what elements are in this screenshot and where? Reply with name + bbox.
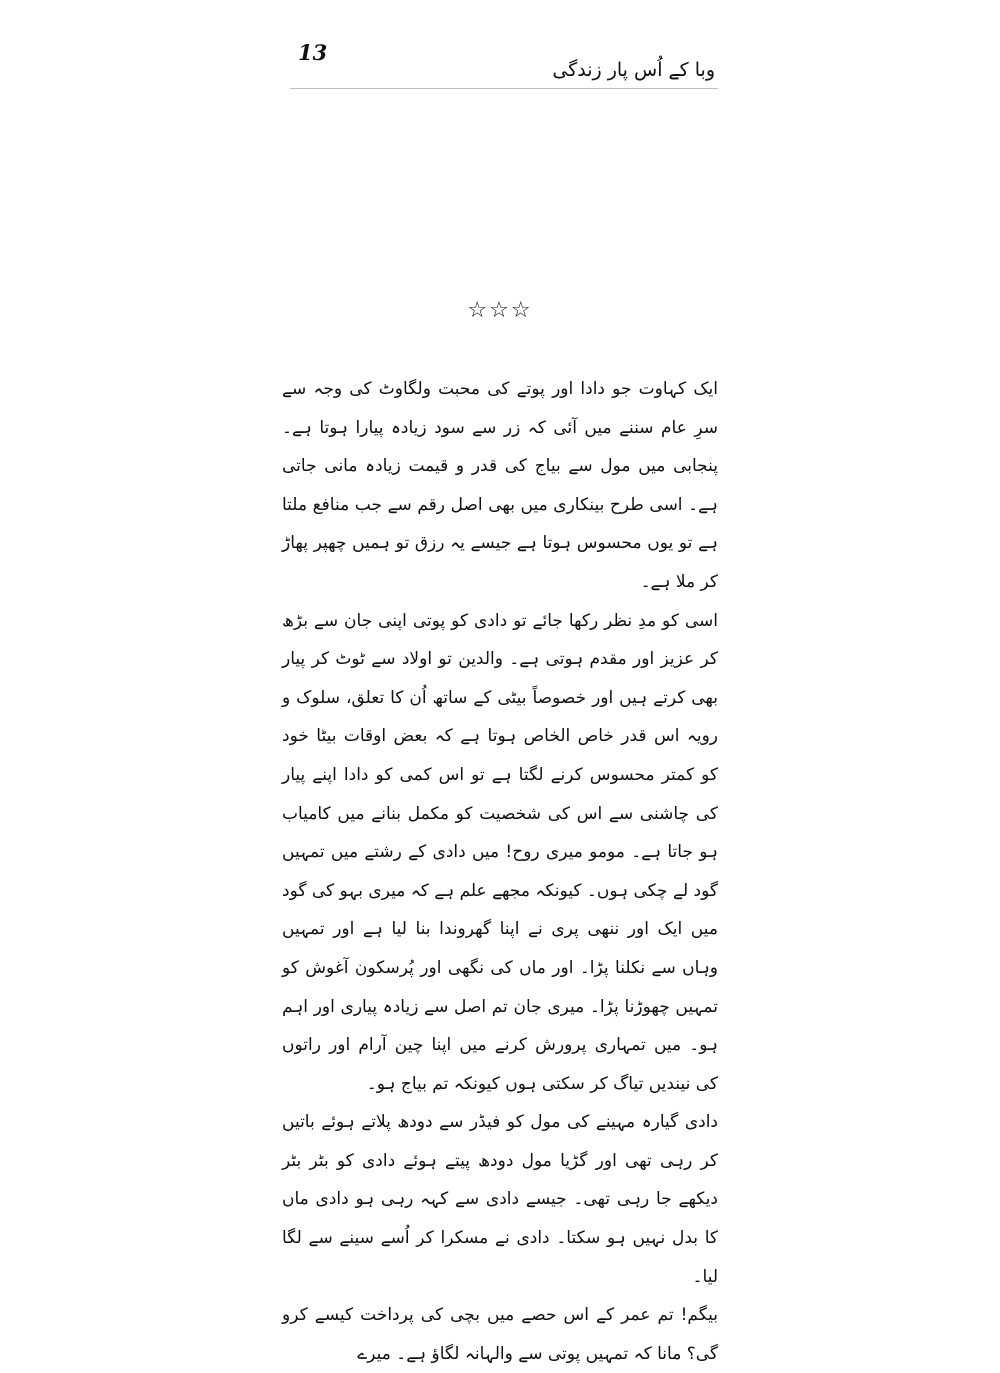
running-title: وبا کے اُس پار زندگی bbox=[552, 59, 715, 81]
paragraph: دادی گیارہ مہینے کی مول کو فیڈر سے دودھ پلاتے ہوئے باتیں کر رہی تھی اور گڑیا مول دودھ پیتے ہوئے دادی کو بٹر بٹر دیکھے جا رہی تھی۔ جیسے دادی سے کہہ رہی ہو دادی ماں کا بدل نہیں ہو سکتا۔ دادی نے مسکرا کر اُسے سینے سے لگا لیا۔ bbox=[282, 1112, 718, 1287]
body-text bbox=[282, 370, 718, 1373]
paragraph: ایک کہاوت جو دادا اور پوتے کی محبت ولگاوٹ کی وجہ سے سرِ عام سننے میں آئی کہ زر سے سود زیادہ پیارا ہوتا ہے۔ پنجابی میں مول سے بیاج کی قدر و قیمت زیادہ مانی جاتی ہے۔ اسی طرح بینکاری میں بھی اصل رقم سے جب منافع ملتا ہے تو یوں محسوس ہوتا ہے جیسے یہ رزق تو ہمیں چھپر پھاڑ کر ملا ہے۔ bbox=[282, 379, 718, 592]
header-rule bbox=[290, 88, 718, 89]
paragraph: بیگم! تم عمر کے اس حصے میں بچی کی پرداخت کیسے کرو گی؟ مانا کہ تمہیں پوتی سے والہانہ لگاؤ ہے۔ میرے bbox=[282, 1305, 718, 1364]
paragraph: اسی کو مدِ نظر رکھا جائے تو دادی کو پوتی اپنی جان سے بڑھ کر عزیز اور مقدم ہوتی ہے۔ والدین تو اولاد سے ٹوٹ کر پیار بھی کرتے ہیں اور خصوصاً بیٹی کے ساتھ اُن کا تعلق، سلوک و رویہ اس قدر خاص الخاص ہوتا ہے کہ بعض اوقات بیٹا خود کو کمتر محسوس کرنے لگتا ہے تو اس کمی کو دادا اپنے پیار کی چاشنی سے اس کی شخصیت کو مکمل بنانے میں کامیاب ہو جاتا ہے۔ مومو میری روح! میں دادی کے رشتے میں تمہیں گود لے چکی ہوں۔ کیونکہ مجھے علم ہے کہ میری بہو کی گود میں ایک اور ننھی پری نے اپنا گھروندا بنا لیا ہے اور تمہیں وہاں سے نکلنا پڑا۔ اور ماں کی نگھی اور پُرسکون آغوش کو تمہیں چھوڑنا پڑا۔ میری جان تم اصل سے زیادہ پیاری اور اہم ہو۔ میں تمہاری پرورش کرنے میں اپنا چین آرام اور راتوں کی نیندیں تیاگ کر سکتی ہوں کیونکہ تم بیاج ہو۔ bbox=[282, 610, 718, 1094]
page-number: 13 bbox=[298, 40, 328, 65]
section-separator: ☆☆☆ bbox=[467, 298, 533, 323]
